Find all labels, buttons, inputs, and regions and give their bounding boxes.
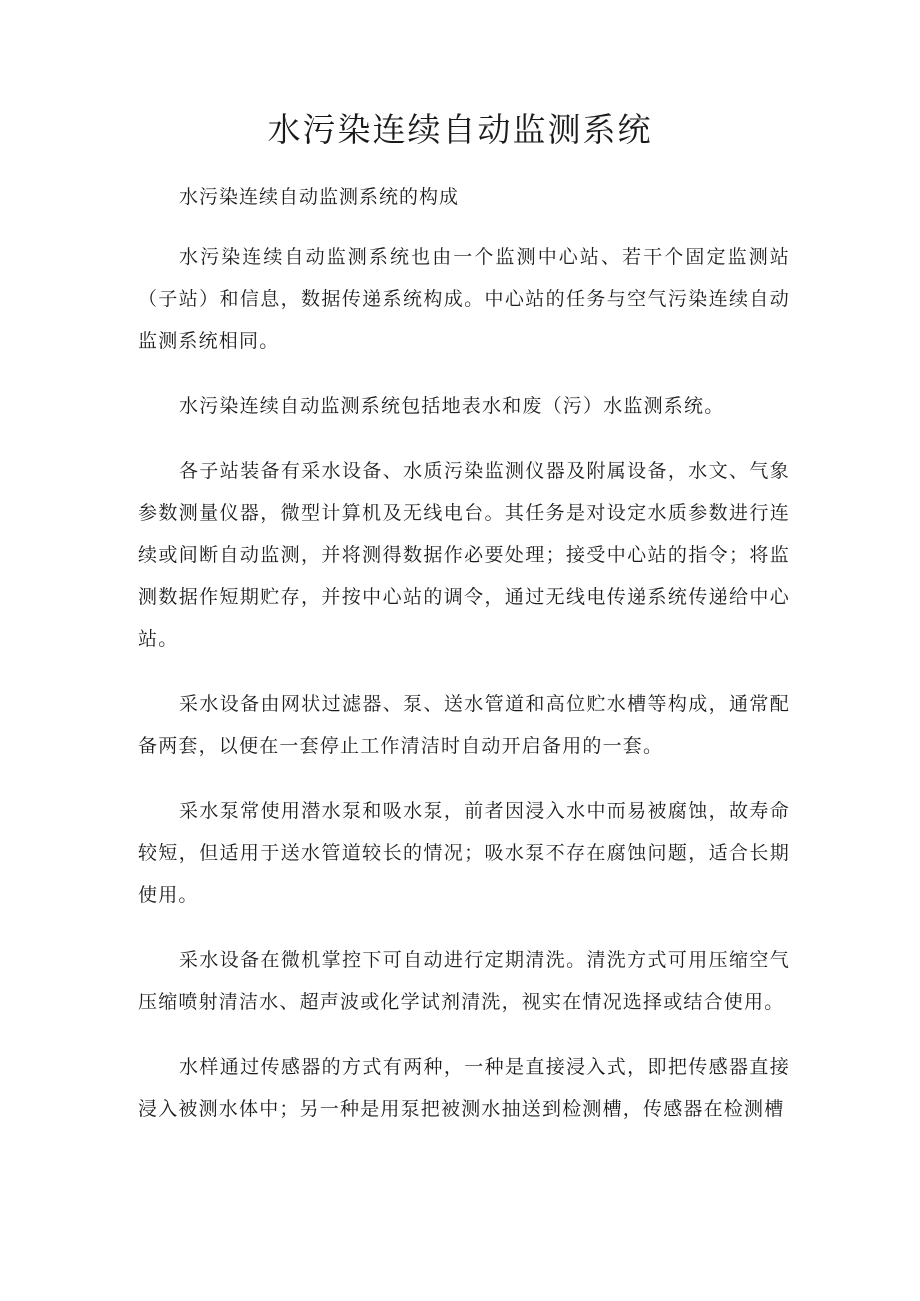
paragraph: 水污染连续自动监测系统包括地表水和废（污）水监测系统。 <box>179 395 725 417</box>
paragraph: 采水设备由网状过滤器、泵、送水管道和高位贮水槽等构成，通常配备两套，以便在一套停止工作清洁时自动开启备用的一套。 <box>138 693 790 757</box>
paragraph: 采水设备在微机掌控下可自动进行定期清洗。清洗方式可用压缩空气压缩喷射清洁水、超声波或化学试剂清洗，视实在情况选择或结合使用。 <box>138 949 790 1013</box>
paragraph: 水样通过传感器的方式有两种，一种是直接浸入式，即把传感器直接浸入被测水体中；另一种是用泵把被测水抽送到检测槽，传感器在检测槽 <box>138 1056 790 1120</box>
paragraph: 各子站装备有采水设备、水质污染监测仪器及附属设备，水文、气象参数测量仪器，微型计算机及无线电台。其任务是对设定水质参数进行连续或间断自动监测，并将测得数据作必要处理；接受中心站的指令；将监测数据作短期贮存，并按中心站的调令，通过无线电传递系统传递给中心站。 <box>138 460 790 650</box>
document-body <box>138 181 790 1153</box>
section-heading: 水污染连续自动监测系统的构成 <box>179 186 460 208</box>
paragraph: 水污染连续自动监测系统也由一个监测中心站、若干个固定监测站（子站）和信息，数据传递系统构成。中心站的任务与空气污染连续自动监测系统相同。 <box>138 246 790 352</box>
document-title: 水污染连续自动监测系统 <box>267 110 653 149</box>
paragraph: 采水泵常使用潜水泵和吸水泵，前者因浸入水中而易被腐蚀，故寿命较短，但适用于送水管道较长的情况；吸水泵不存在腐蚀问题，适合长期使用。 <box>138 800 790 906</box>
